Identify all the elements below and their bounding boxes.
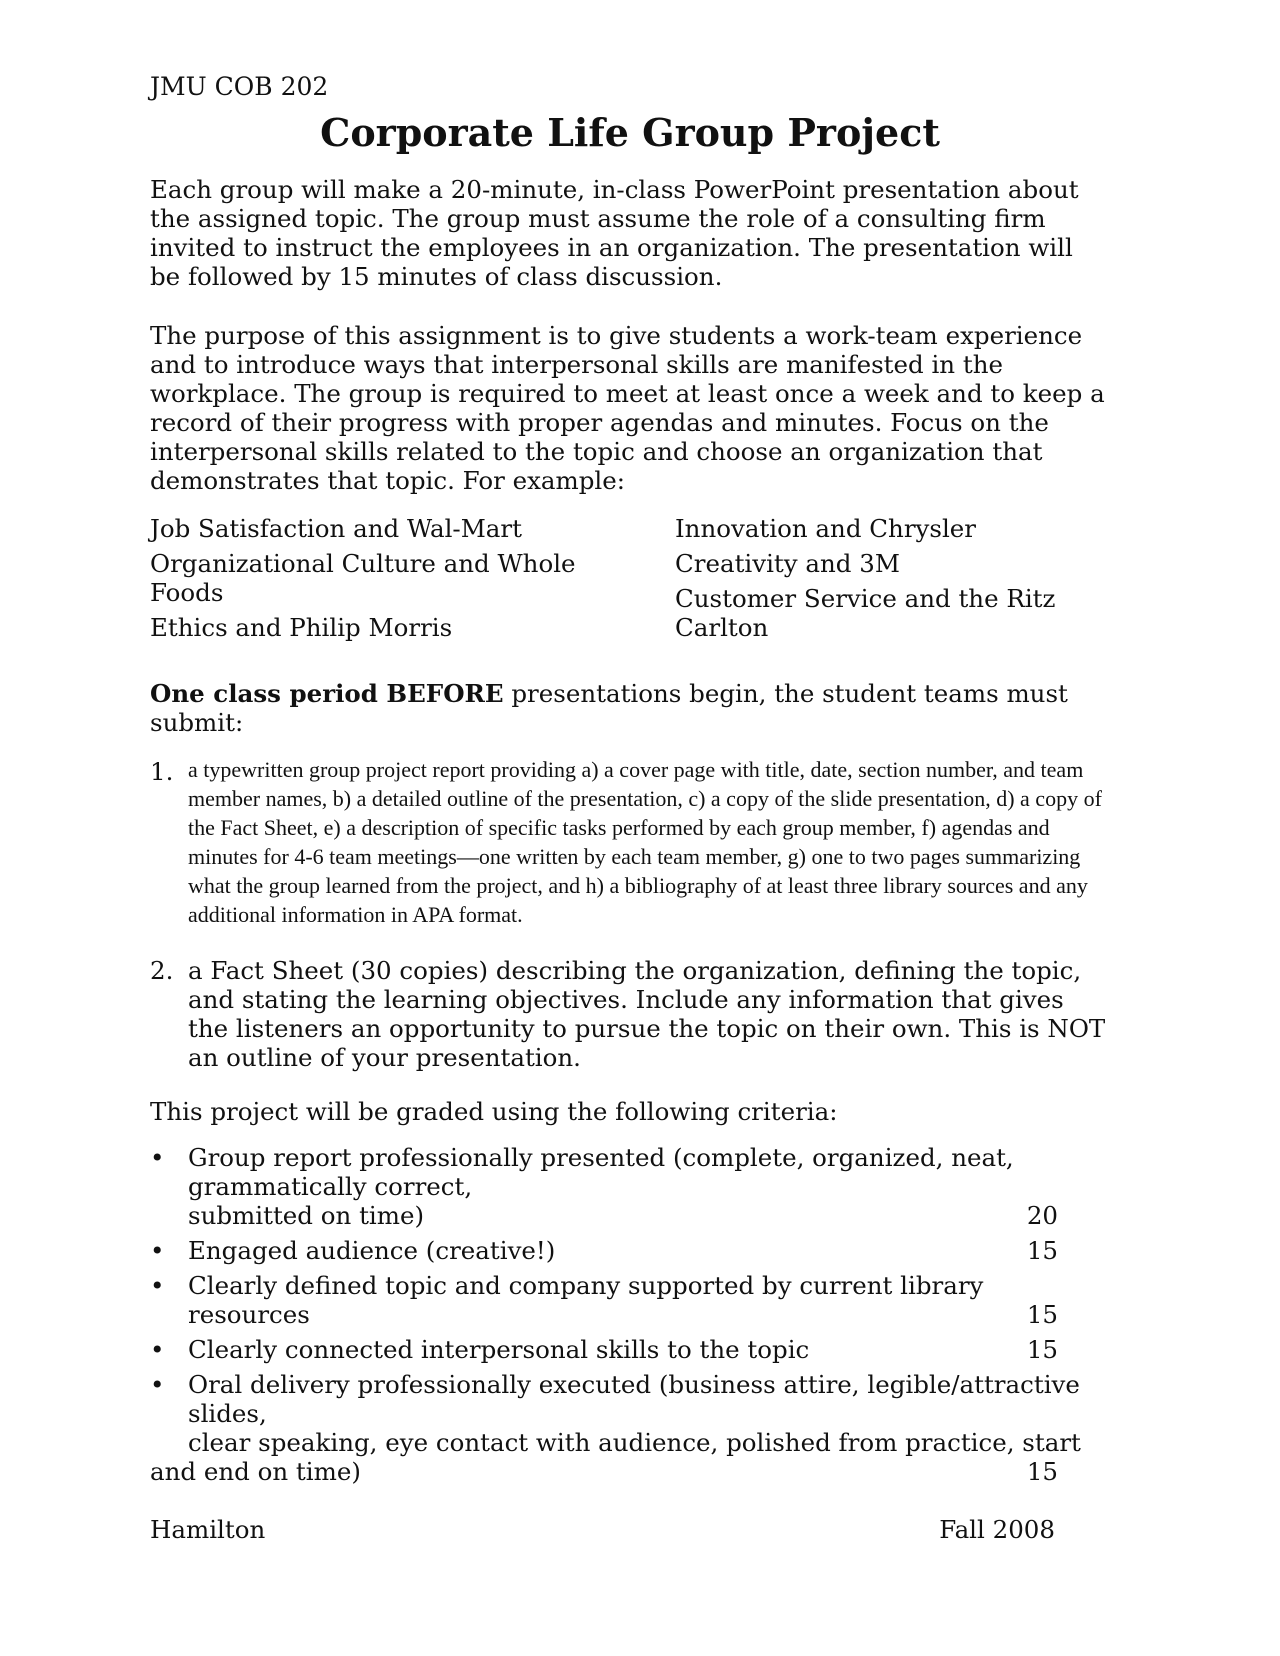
- criterion-points: 15: [1026, 1457, 1058, 1486]
- criterion-points: 15: [1026, 1335, 1058, 1364]
- bullet-icon: •: [150, 1370, 165, 1399]
- criterion-text: Clearly connected interpersonal skills to the topic: [188, 1335, 810, 1364]
- criterion-points: 15: [1026, 1236, 1058, 1265]
- criterion-item: [150, 1335, 1110, 1364]
- criterion-text: Group report professionally presented (complete, organized, neat, grammatically correct,: [188, 1143, 1014, 1201]
- intro-paragraph-2: The purpose of this assignment is to give students a work-team experience and to introduce ways that interpersonal skills are manifested in the workplace. The group is required to meet at least once a week and to keep a record of their progress with proper agendas and minutes. Focus on the interpersonal skills related to the topic and choose an organization that demonstrates that topic. For example:: [150, 321, 1105, 495]
- list-number: 2.: [150, 956, 174, 985]
- criterion-item: [150, 1370, 1110, 1486]
- footer-author: Hamilton: [150, 1515, 266, 1544]
- submission-intro: [150, 679, 1110, 737]
- example-item: Creativity and 3M: [675, 549, 900, 578]
- intro-paragraph-1: Each group will make a 20-minute, in-class PowerPoint presentation about the assigned topic. The group must assume the role of a consulting firm invited to instruct the employees in an organization. The presentation will be followed by 15 minutes of class discussion.: [150, 175, 1079, 291]
- document-page: [150, 0, 1110, 1656]
- bullet-icon: •: [150, 1271, 165, 1300]
- bullet-icon: •: [150, 1335, 165, 1364]
- criterion-text: resources: [188, 1300, 310, 1329]
- criterion-text: clear speaking, eye contact with audience, polished from practice, start: [188, 1428, 1081, 1457]
- examples-right-column: [675, 514, 1110, 648]
- submission-item-text: a Fact Sheet (30 copies) describing the organization, defining the topic, and stating the learning objectives. Include any information that gives the listeners an opportunity to pursue the topic on their own. This is NOT an outline of your presentation.: [188, 956, 1106, 1072]
- criterion-text: Engaged audience (creative!): [188, 1236, 556, 1265]
- submission-item-text: a typewritten group project report providing a) a cover page with title, date, section number, and team member names, b) a detailed outline of the presentation, c) a copy of the slide presentation, d) a copy of the Fact Sheet, e) a description of specific tasks performed by each group member, f) agendas and minutes for 4-6 team meetings—one written by each team member, g) one to two pages summarizing what the group learned from the project, and h) a bibliography of at least three library sources and any additional information in APA format.: [188, 757, 1102, 927]
- examples-left-column: [150, 514, 620, 648]
- criterion-item: [150, 1236, 1110, 1265]
- list-number: 1.: [150, 757, 174, 786]
- grading-intro: This project will be graded using the following criteria:: [150, 1097, 838, 1126]
- criterion-item: [150, 1271, 1110, 1329]
- submission-intro-text: presentations begin, the student teams must submit:: [150, 679, 1068, 737]
- criterion-text: submitted on time): [188, 1201, 425, 1230]
- criterion-points: 20: [1026, 1201, 1058, 1230]
- example-item: Customer Service and the Ritz Carlton: [675, 584, 1056, 642]
- criterion-text: Clearly defined topic and company supported by current library: [188, 1271, 984, 1300]
- bullet-icon: •: [150, 1236, 165, 1265]
- criterion-item: [150, 1143, 1110, 1230]
- course-code: JMU COB 202: [150, 72, 329, 101]
- example-item: Ethics and Philip Morris: [150, 613, 453, 642]
- criterion-points: 15: [1026, 1300, 1058, 1329]
- footer-term: Fall 2008: [939, 1515, 1055, 1544]
- bullet-icon: •: [150, 1143, 165, 1172]
- criterion-text: and end on time): [150, 1457, 361, 1486]
- example-item: Organizational Culture and Whole Foods: [150, 549, 576, 607]
- submission-intro-bold: One class period BEFORE: [150, 679, 504, 708]
- criterion-text: Oral delivery professionally executed (business attire, legible/attractive slides,: [188, 1370, 1080, 1428]
- example-item: Job Satisfaction and Wal-Mart: [150, 514, 522, 543]
- grading-criteria-list: [150, 1143, 1110, 1492]
- document-title: Corporate Life Group Project: [320, 110, 940, 155]
- example-item: Innovation and Chrysler: [675, 514, 976, 543]
